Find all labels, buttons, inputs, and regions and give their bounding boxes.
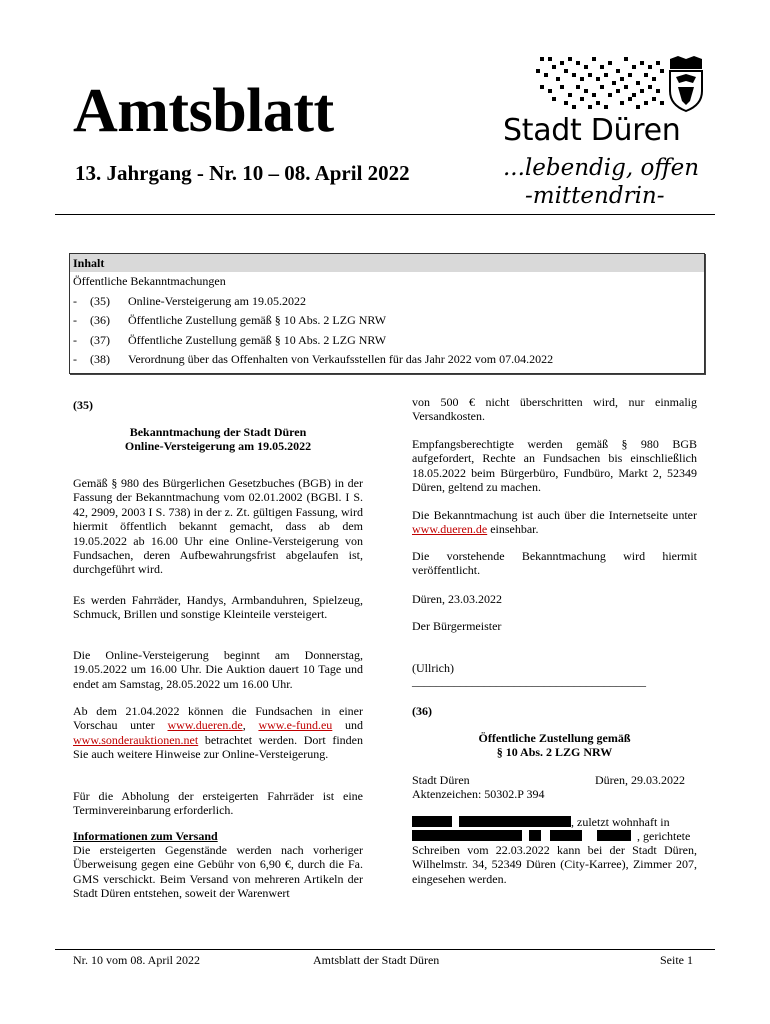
paragraph: Es werden Fahrräder, Handys, Armbanduhren, Spielzeug, Schmuck, Brillen und sonstige Kleinteile versteigert. — [73, 593, 363, 622]
paragraph: von 500 € nicht überschritten wird, nur einmalig Versandkosten. — [412, 395, 697, 424]
link-e-fund[interactable]: www.e-fund.eu — [258, 718, 333, 733]
link-sonderauktionen[interactable]: www.sonderauktionen.net — [73, 732, 199, 747]
toc-item[interactable] — [70, 331, 704, 351]
authority: Stadt Düren — [412, 773, 470, 787]
toc-item-text: Öffentliche Zustellung gemäß § 10 Abs. 2 LZG NRW — [128, 332, 387, 347]
city-name: Stadt Düren — [503, 113, 681, 148]
paragraph-with-links — [73, 704, 363, 762]
text-run: , gerichtete — [637, 829, 691, 843]
signature-line: _______________________________________ — [412, 674, 646, 688]
notice-heading: Bekanntmachung der Stadt Düren — [129, 425, 307, 439]
text-run: und — [332, 718, 364, 733]
link-dueren[interactable]: www.dueren.de — [167, 718, 243, 733]
toc-item-dash: - — [73, 293, 77, 308]
paragraph: Gemäß § 980 des Bürgerlichen Gesetzbuches (BGB) in der Fassung der Bekanntmachung vom 02.01.2002 (BGBl. I S. 42, 2909, 2003 I S. 738) in der z. Zt. gültigen Fassung, wird hiermit öffentlich bekannt gemacht, dass ab dem 19.05.2022 ab 16.00 Uhr eine Online-Versteigerung von Fundsachen, deren Aufbewahrungsfrist abgelaufen ist, durchgeführt wird. — [73, 476, 363, 577]
paragraph: Schreiben vom 22.03.2022 kann bei der Stadt Düren, Wilhelmstr. 34, 52349 Düren (City-Karree), Zimmer 207, eingesehen werden. — [412, 843, 697, 886]
page-title: Amtsblatt — [73, 77, 334, 145]
toc-item-text: Öffentliche Zustellung gemäß § 10 Abs. 2 LZG NRW — [128, 313, 387, 327]
footer-divider — [55, 949, 715, 950]
redacted-line — [412, 815, 697, 829]
toc-item-number: (36) — [90, 313, 110, 327]
city-coat-of-arms-pixel-logo — [530, 55, 705, 113]
toc-item[interactable] — [70, 350, 704, 370]
text-run: , zuletzt wohnhaft in — [571, 815, 670, 829]
redaction-block — [412, 816, 452, 827]
toc-item-text: Online-Versteigerung am 19.05.2022 — [128, 293, 306, 308]
text-run: Ab dem 21.04.2022 können die Fundsachen in einer Vorschau unter — [73, 704, 363, 733]
footer-publication: Amtsblatt der Stadt Düren — [313, 953, 440, 967]
link-dueren[interactable]: www.dueren.de — [412, 522, 488, 537]
redaction-block — [529, 830, 541, 841]
toc-item-number: (35) — [90, 293, 110, 308]
text-run: betrachtet werden. Dort finden Sie auch weitere Hinweise zur Online-Versteigerung. — [73, 732, 363, 762]
slogan-line-2: -mittendrin- — [525, 183, 665, 209]
redacted-line — [412, 829, 697, 843]
text-run: , — [242, 718, 259, 733]
footer-page-number: Seite 1 — [660, 953, 693, 967]
paragraph: Für die Abholung der ersteigerten Fahrräder ist eine Terminvereinbarung erforderlich. — [73, 789, 363, 818]
toc-item-dash: - — [73, 352, 77, 366]
paragraph: Empfangsberechtigte werden gemäß § 980 BGB aufgefordert, Rechte an Fundsachen bis einschließlich 18.05.2022 beim Bürgerbüro, Fundbüro, Markt 2, 52349 Düren, geltend zu machen. — [412, 437, 697, 495]
paragraph: Die Online-Versteigerung beginnt am Donnerstag, 19.05.2022 um 16.00 Uhr. Die Auktion dauert 10 Tage und endet am Samstag, 28.05.2022 um 16.00 Uhr. — [73, 648, 363, 691]
toc-heading: Inhalt — [70, 254, 704, 272]
issue-subtitle: 13. Jahrgang - Nr. 10 – 08. April 2022 — [75, 161, 410, 185]
redaction-block — [412, 830, 522, 841]
toc-item[interactable] — [70, 311, 704, 331]
toc-item-text: Verordnung über das Offenhalten von Verkaufsstellen für das Jahr 2022 vom 07.04.2022 — [128, 352, 554, 366]
toc-item-dash: - — [73, 332, 77, 347]
notice-subheading: § 10 Abs. 2 LZG NRW — [496, 745, 613, 759]
paragraph-with-link — [412, 508, 697, 537]
text-run: Die Bekanntmachung ist auch über die Internetseite unter — [412, 508, 697, 522]
notice-number: (36) — [412, 704, 432, 718]
header-divider — [55, 214, 715, 215]
paragraph: Die vorstehende Bekanntmachung wird hiermit veröffentlicht. — [412, 549, 697, 578]
toc-item[interactable] — [70, 292, 704, 312]
notice-subheading: Online-Versteigerung am 19.05.2022 — [124, 439, 312, 453]
shipping-heading: Informationen zum Versand — [73, 829, 218, 843]
file-reference: Aktenzeichen: 50302.P 394 — [412, 787, 545, 801]
slogan-line-1: ...lebendig, offen — [503, 155, 700, 181]
paragraph: Die ersteigerten Gegenstände werden nach vorheriger Überweisung gegen eine Gebühr von 6,90 €, durch die Fa. GMS verschickt. Beim Versand von mehreren Artikeln der Stadt Düren entstehen, soweit der Warenwert — [73, 843, 363, 901]
table-of-contents — [69, 253, 705, 374]
text-run: einsehbar. — [487, 522, 539, 537]
notice-number: (35) — [73, 398, 93, 412]
toc-item-number: (38) — [90, 352, 110, 366]
notice-date: Düren, 29.03.2022 — [595, 773, 685, 787]
signer-title: Der Bürgermeister — [412, 619, 502, 633]
place-date: Düren, 23.03.2022 — [412, 592, 502, 606]
toc-item-number: (37) — [90, 332, 110, 347]
signer-name: (Ullrich) — [412, 661, 454, 675]
toc-section-label: Öffentliche Bekanntmachungen — [73, 274, 226, 288]
redaction-block — [459, 816, 571, 827]
redaction-block — [597, 830, 631, 841]
redaction-block — [550, 830, 582, 841]
footer-issue: Nr. 10 vom 08. April 2022 — [73, 953, 201, 967]
toc-item-dash: - — [73, 313, 77, 327]
notice-heading: Öffentliche Zustellung gemäß — [478, 731, 631, 745]
